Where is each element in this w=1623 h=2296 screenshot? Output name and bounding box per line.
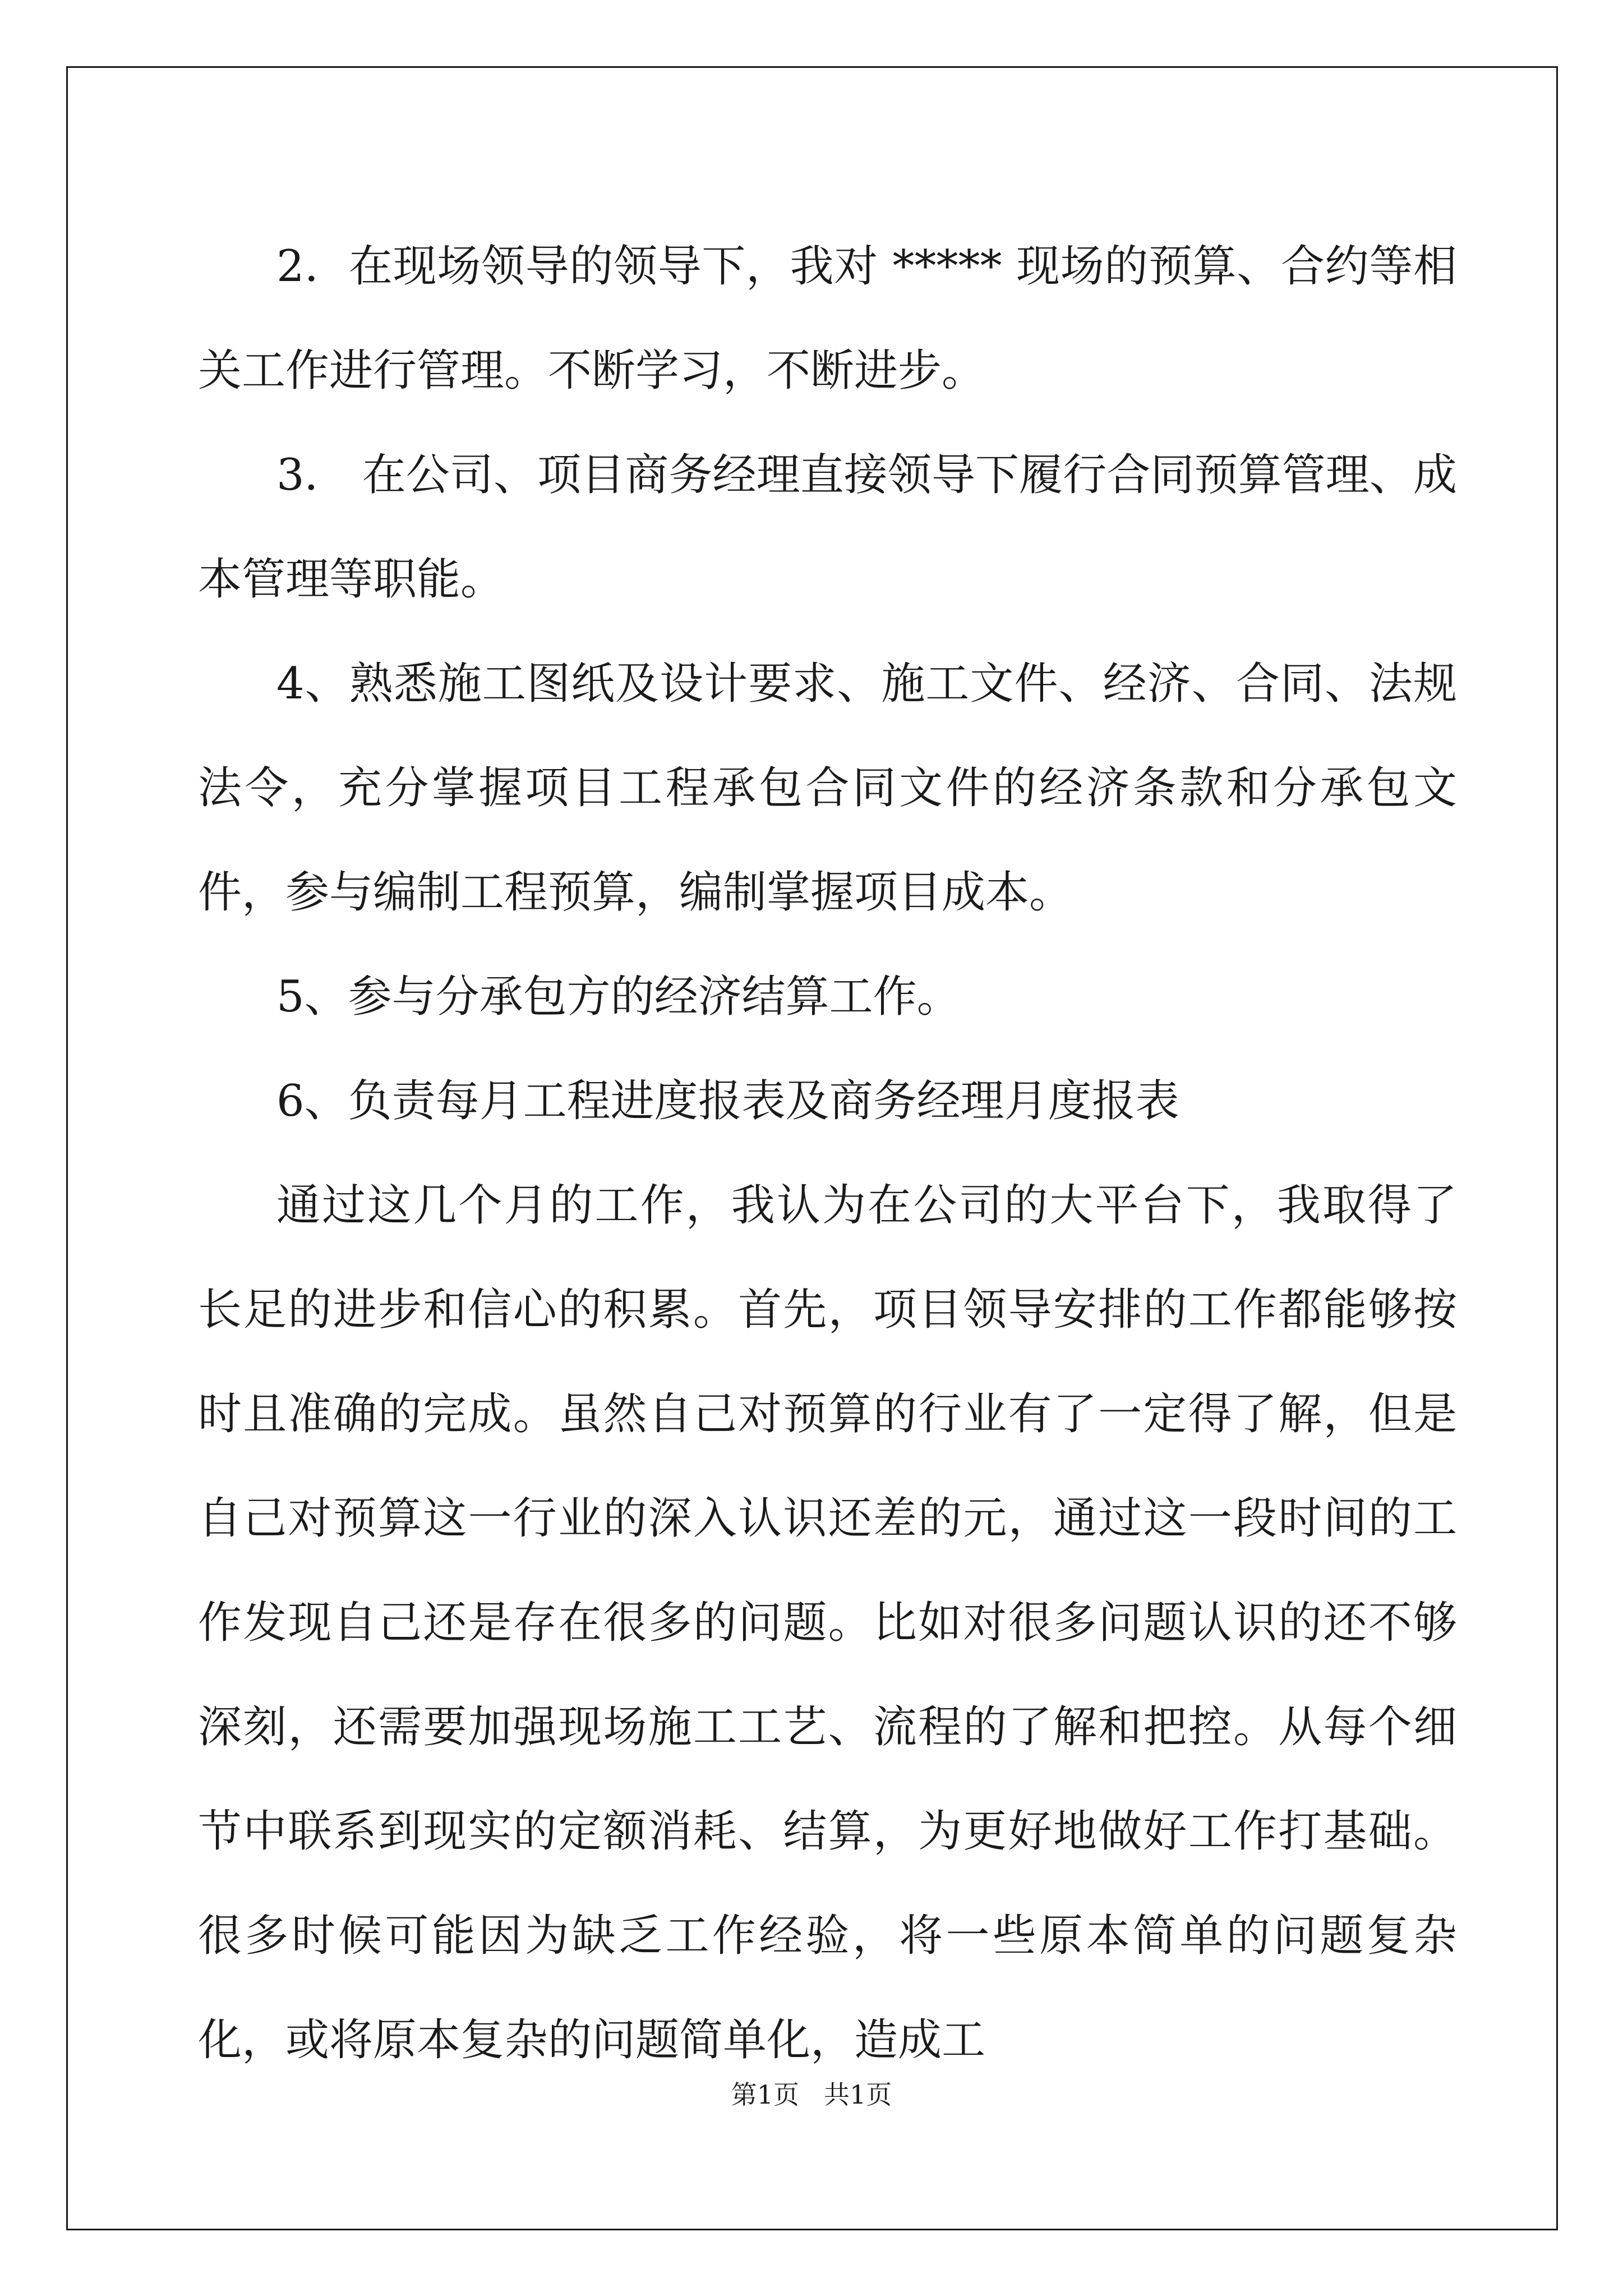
page-footer xyxy=(0,2074,1623,2111)
paragraph-item-6: 6、负责每月工程进度报表及商务经理月度报表 xyxy=(276,1076,1179,1126)
document-body xyxy=(198,214,1457,2092)
paragraph-summary: 通过这几个月的工作，我认为在公司的大平台下，我取得了长足的进步和信心的积累。首先，项目领导安排的工作都能够按时且准确的完成。虽然自己对预算的行业有了一定得了解，但是自己对预算这一行业的深入认识还差的元，通过这一段时间的工作发现自己还是存在很多的问题。比如对很多问题认识的还不够深刻，还需要加强现场施工工艺、流程的了解和把控。从每个细节中联系到现实的定额消耗、结算，为更好地做好工作打基础。很多时候可能因为缺乏工作经验，将一些原本简单的问题复杂化，或将原本复杂的问题简单化，造成工 xyxy=(198,1180,1457,2065)
page-total: 共1页 xyxy=(823,2079,892,2110)
paragraph-item-3: 3． 在公司、项目商务经理直接领导下履行合同预算管理、成本管理等职能。 xyxy=(198,450,1457,605)
paragraph-item-4: 4、熟悉施工图纸及设计要求、施工文件、经济、合同、法规法令，充分掌握项目工程承包合同文件的经济条款和分承包文件，参与编制工程预算，编制掌握项目成本。 xyxy=(198,659,1457,918)
page-number: 第1页 xyxy=(731,2079,800,2110)
paragraph-item-2: 2．在现场领导的领导下，我对 ***** 现场的预算、合约等相关工作进行管理。不断学习，不断进步。 xyxy=(198,241,1457,396)
paragraph-item-5: 5、参与分承包方的经济结算工作。 xyxy=(276,972,961,1022)
